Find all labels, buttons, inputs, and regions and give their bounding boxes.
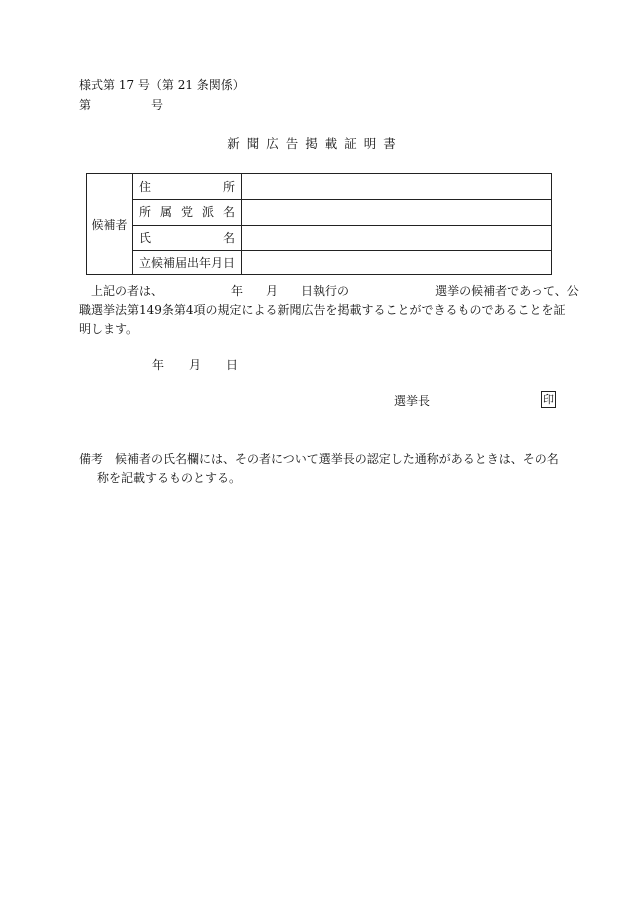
form-number: 様式第 17 号（第 21 条関係） xyxy=(79,78,245,92)
candidate-table xyxy=(86,173,552,275)
document-title: 新聞広告掲載証明書 xyxy=(227,136,403,151)
candidate-label: 候補者 xyxy=(91,217,128,232)
candidacy-date-label: 立候補届出年月日 xyxy=(139,256,236,270)
body-line-2: 職選挙法第149条第4項の規定による新聞広告を掲載することができるものであることを証 xyxy=(79,303,566,317)
party-label: 所 属 党 派 名 xyxy=(139,205,235,219)
date-year: 年 xyxy=(152,358,165,372)
election-chair-label: 選挙長 xyxy=(394,394,431,408)
address-label: 住 所 xyxy=(139,180,235,194)
document-number-suffix: 号 xyxy=(151,98,164,112)
note-line-1: 備考 候補者の氏名欄には、その者について選挙長の認定した通称があるときは、その名 xyxy=(79,452,559,466)
note-line-2: 称を記載するものとする。 xyxy=(97,471,242,485)
document-number-prefix: 第 xyxy=(79,98,92,112)
body-line-1: 上記の者は、 年 月 日執行の 選挙の候補者であって、公 xyxy=(91,284,579,298)
date-day: 日 xyxy=(226,358,239,372)
date-month: 月 xyxy=(189,358,202,372)
seal-mark: 印 xyxy=(543,393,554,406)
name-label: 氏 名 xyxy=(139,231,235,245)
body-line-3: 明します。 xyxy=(79,322,139,336)
